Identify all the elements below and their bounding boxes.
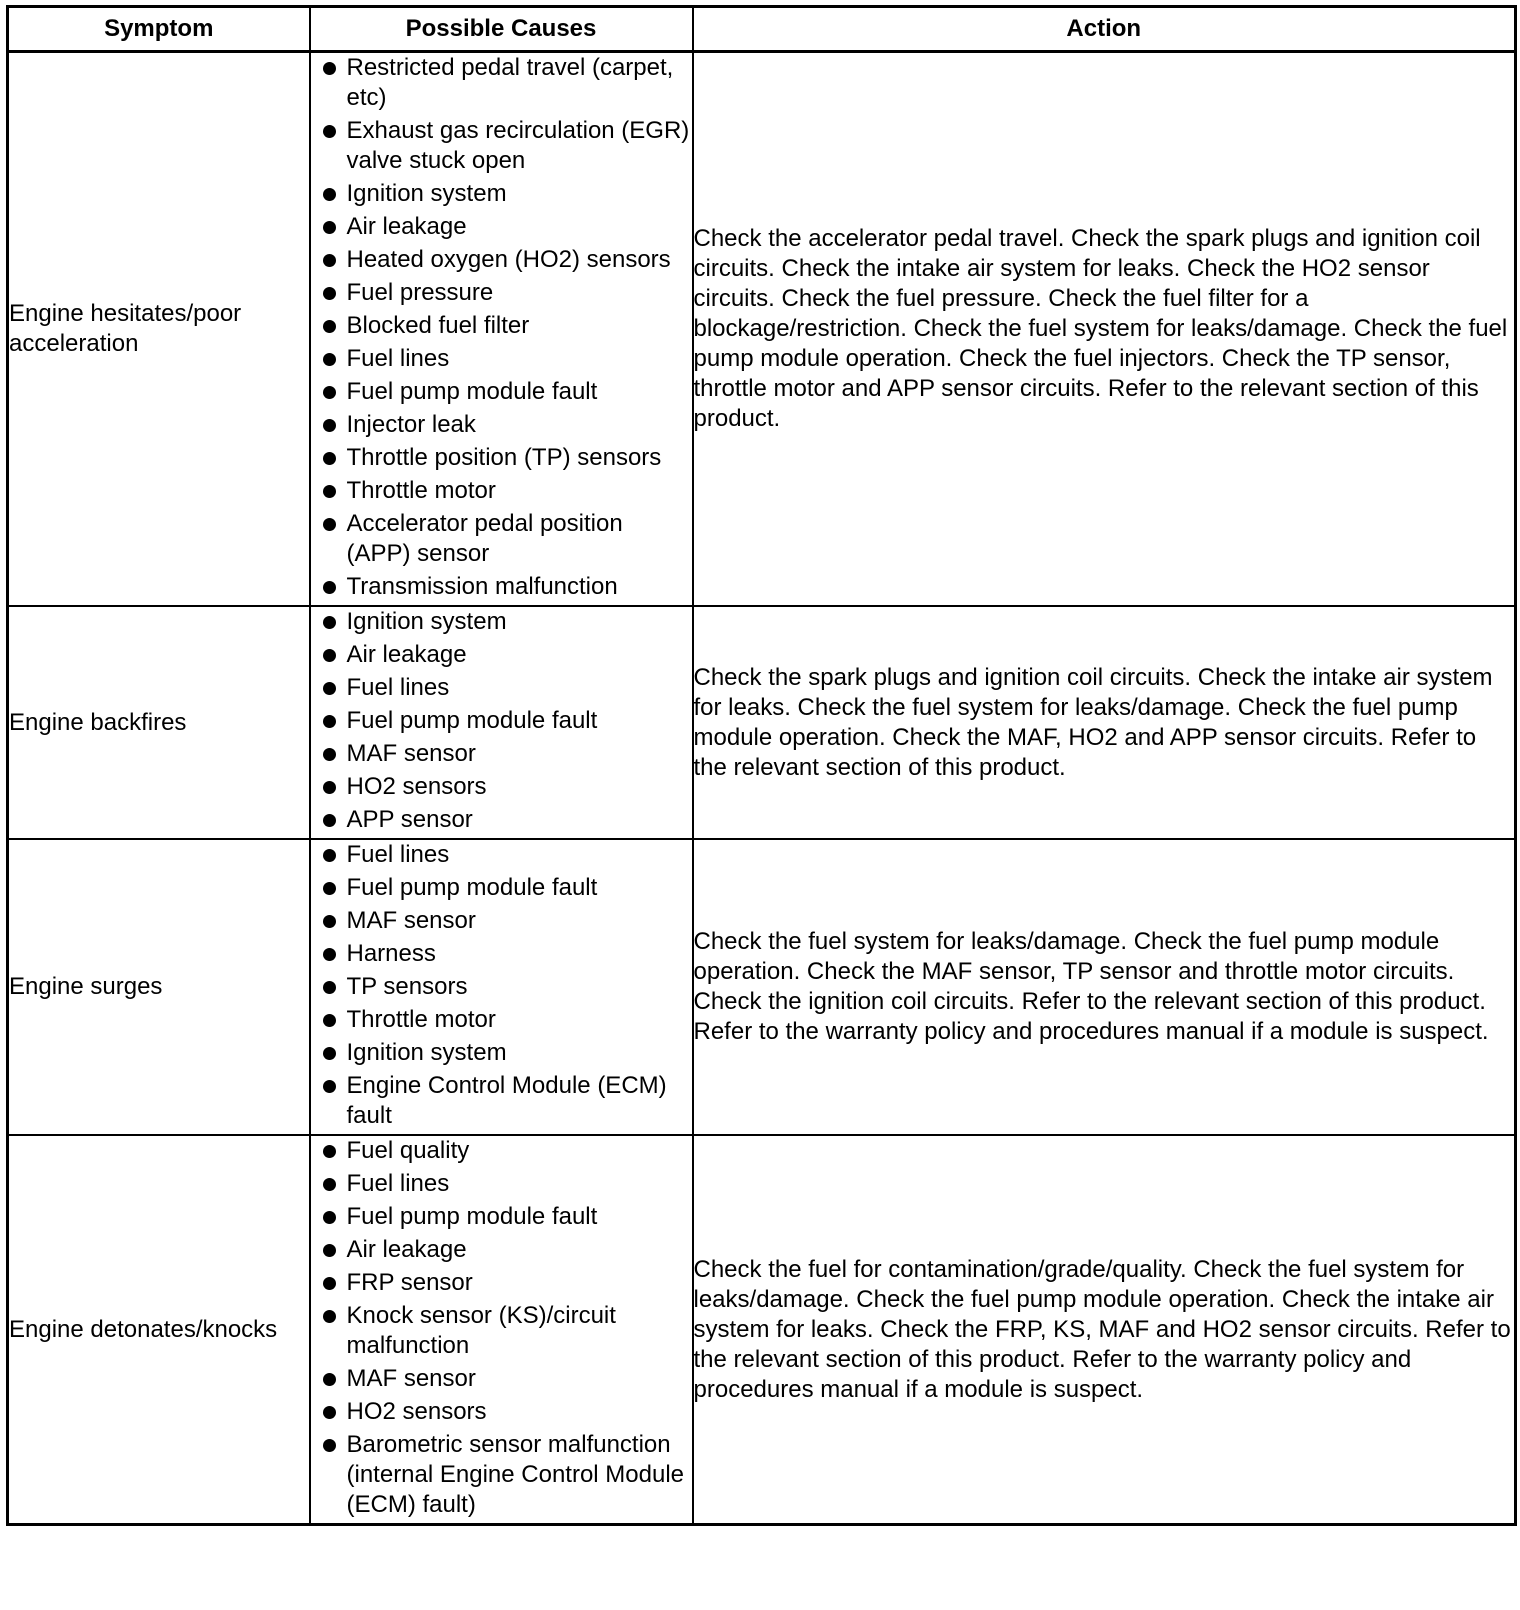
table-row xyxy=(8,839,1516,1135)
cause-text: Exhaust gas recirculation (EGR) valve stuck open xyxy=(346,117,690,174)
cause-list-item xyxy=(311,1202,692,1232)
action-cell: Check the spark plugs and ignition coil circuits. Check the intake air system for leaks. Check the fuel system for leaks/damage. Check the fuel pump module operation. Check the MAF, HO2 and APP sensor circuits. Refer to the relevant section of this product. xyxy=(693,606,1516,839)
cause-list-item xyxy=(311,873,692,903)
cause-text: Air leakage xyxy=(346,213,467,240)
table-row xyxy=(8,1135,1516,1525)
cause-list-item xyxy=(311,377,692,407)
symptom-cell: Engine hesitates/poor acceleration xyxy=(8,52,310,607)
cause-list-item xyxy=(311,344,692,374)
bullet-icon xyxy=(323,254,336,267)
cause-text: Fuel quality xyxy=(346,1137,470,1164)
cause-text: Blocked fuel filter xyxy=(346,312,530,339)
cause-text: Fuel pressure xyxy=(346,279,494,306)
cause-text: Fuel pump module fault xyxy=(346,707,598,734)
cause-list-item xyxy=(311,1364,692,1394)
cause-text: Ignition system xyxy=(346,1039,507,1066)
cause-list-item xyxy=(311,1136,692,1166)
cause-text: FRP sensor xyxy=(346,1269,473,1296)
cause-list-item xyxy=(311,972,692,1002)
bullet-icon xyxy=(323,781,336,794)
cause-list-item xyxy=(311,53,692,113)
symptom-cell: Engine surges xyxy=(8,839,310,1135)
cause-list-item xyxy=(311,572,692,602)
bullet-icon xyxy=(323,682,336,695)
causes-list xyxy=(311,1136,692,1520)
bullet-icon xyxy=(323,125,336,138)
cause-text: Fuel lines xyxy=(346,1170,450,1197)
diagnostic-table-container xyxy=(6,5,1514,1526)
cause-list-item xyxy=(311,939,692,969)
bullet-icon xyxy=(323,849,336,862)
cause-list-item xyxy=(311,673,692,703)
bullet-icon xyxy=(323,1310,336,1323)
bullet-icon xyxy=(323,1014,336,1027)
bullet-icon xyxy=(323,616,336,629)
cause-text: Fuel lines xyxy=(346,841,450,868)
cause-list-item xyxy=(311,607,692,637)
bullet-icon xyxy=(323,353,336,366)
cause-text: Harness xyxy=(346,940,436,967)
possible-causes-cell xyxy=(310,52,693,607)
possible-causes-cell xyxy=(310,606,693,839)
bullet-icon xyxy=(323,882,336,895)
cause-list-item xyxy=(311,410,692,440)
cause-list-item xyxy=(311,179,692,209)
bullet-icon xyxy=(323,581,336,594)
cause-text: Air leakage xyxy=(346,1236,467,1263)
cause-list-item xyxy=(311,640,692,670)
cause-list-item xyxy=(311,772,692,802)
bullet-icon xyxy=(323,452,336,465)
bullet-icon xyxy=(323,386,336,399)
bullet-icon xyxy=(323,915,336,928)
cause-list-item xyxy=(311,1430,692,1520)
bullet-icon xyxy=(323,485,336,498)
cause-text: Fuel pump module fault xyxy=(346,1203,598,1230)
action-cell: Check the fuel for contamination/grade/quality. Check the fuel system for leaks/damage. Check the fuel pump module operation. Check the intake air system for leaks. Check the FRP, KS, MAF and HO2 sensor circuits. Refer to the relevant section of this product. Refer to the warranty policy and procedures manual if a module is suspect. xyxy=(693,1135,1516,1525)
cause-list-item xyxy=(311,1301,692,1361)
bullet-icon xyxy=(323,948,336,961)
cause-list-item xyxy=(311,739,692,769)
bullet-icon xyxy=(323,649,336,662)
cause-list-item xyxy=(311,1268,692,1298)
cause-list-item xyxy=(311,278,692,308)
cause-list-item xyxy=(311,1005,692,1035)
header-action: Action xyxy=(693,7,1516,52)
cause-text: HO2 sensors xyxy=(346,773,487,800)
cause-text: Throttle motor xyxy=(346,1006,496,1033)
bullet-icon xyxy=(323,1145,336,1158)
cause-list-item xyxy=(311,476,692,506)
cause-list-item xyxy=(311,805,692,835)
table-row xyxy=(8,606,1516,839)
bullet-icon xyxy=(323,715,336,728)
bullet-icon xyxy=(323,320,336,333)
bullet-icon xyxy=(323,1373,336,1386)
cause-text: Fuel lines xyxy=(346,345,450,372)
cause-list-item xyxy=(311,212,692,242)
bullet-icon xyxy=(323,1406,336,1419)
table-row xyxy=(8,52,1516,607)
bullet-icon xyxy=(323,1439,336,1452)
bullet-icon xyxy=(323,1047,336,1060)
header-symptom: Symptom xyxy=(8,7,310,52)
cause-text: Engine Control Module (ECM) fault xyxy=(346,1072,667,1129)
cause-text: Air leakage xyxy=(346,641,467,668)
cause-list-item xyxy=(311,1038,692,1068)
table-body xyxy=(8,52,1516,1525)
cause-text: Ignition system xyxy=(346,608,507,635)
cause-list-item xyxy=(311,1071,692,1131)
action-cell: Check the fuel system for leaks/damage. Check the fuel pump module operation. Check the MAF sensor, TP sensor and throttle motor circuits. Check the ignition coil circuits. Refer to the relevant section of this product. Refer to the warranty policy and procedures manual if a module is suspect. xyxy=(693,839,1516,1135)
bullet-icon xyxy=(323,419,336,432)
symptom-diagnosis-table xyxy=(6,5,1517,1526)
symptom-cell: Engine detonates/knocks xyxy=(8,1135,310,1525)
cause-list-item xyxy=(311,509,692,569)
cause-text: Barometric sensor malfunction (internal Engine Control Module (ECM) fault) xyxy=(346,1431,685,1518)
cause-text: TP sensors xyxy=(346,973,468,1000)
cause-text: Throttle position (TP) sensors xyxy=(346,444,662,471)
bullet-icon xyxy=(323,748,336,761)
bullet-icon xyxy=(323,814,336,827)
cause-text: MAF sensor xyxy=(346,1365,476,1392)
cause-list-item xyxy=(311,706,692,736)
cause-text: HO2 sensors xyxy=(346,1398,487,1425)
cause-text: Throttle motor xyxy=(346,477,496,504)
cause-text: Fuel pump module fault xyxy=(346,378,598,405)
header-possible-causes: Possible Causes xyxy=(310,7,693,52)
bullet-icon xyxy=(323,62,336,75)
cause-list-item xyxy=(311,1235,692,1265)
bullet-icon xyxy=(323,188,336,201)
cause-text: Transmission malfunction xyxy=(346,573,618,600)
cause-text: APP sensor xyxy=(346,806,473,833)
cause-text: Accelerator pedal position (APP) sensor xyxy=(346,510,623,567)
bullet-icon xyxy=(323,1211,336,1224)
cause-list-item xyxy=(311,840,692,870)
bullet-icon xyxy=(323,1244,336,1257)
cause-list-item xyxy=(311,245,692,275)
bullet-icon xyxy=(323,287,336,300)
cause-text: Heated oxygen (HO2) sensors xyxy=(346,246,671,273)
possible-causes-cell xyxy=(310,1135,693,1525)
action-cell: Check the accelerator pedal travel. Check the spark plugs and ignition coil circuits. Check the intake air system for leaks. Check the HO2 sensor circuits. Check the fuel pressure. Check the fuel filter for a blockage/restriction. Check the fuel system for leaks/damage. Check the fuel pump module operation. Check the fuel injectors. Check the TP sensor, throttle motor and APP sensor circuits. Refer to the relevant section of this product. xyxy=(693,52,1516,607)
cause-list-item xyxy=(311,116,692,176)
cause-text: MAF sensor xyxy=(346,740,476,767)
causes-list xyxy=(311,840,692,1131)
bullet-icon xyxy=(323,1178,336,1191)
symptom-cell: Engine backfires xyxy=(8,606,310,839)
bullet-icon xyxy=(323,221,336,234)
cause-list-item xyxy=(311,443,692,473)
cause-text: MAF sensor xyxy=(346,907,476,934)
bullet-icon xyxy=(323,518,336,531)
cause-text: Injector leak xyxy=(346,411,476,438)
cause-text: Restricted pedal travel (carpet, etc) xyxy=(346,54,674,111)
bullet-icon xyxy=(323,981,336,994)
causes-list xyxy=(311,53,692,602)
possible-causes-cell xyxy=(310,839,693,1135)
cause-list-item xyxy=(311,1169,692,1199)
cause-list-item xyxy=(311,311,692,341)
bullet-icon xyxy=(323,1277,336,1290)
cause-text: Ignition system xyxy=(346,180,507,207)
cause-list-item xyxy=(311,1397,692,1427)
cause-text: Knock sensor (KS)/circuit malfunction xyxy=(346,1302,616,1359)
table-header-row xyxy=(8,7,1516,52)
cause-text: Fuel lines xyxy=(346,674,450,701)
causes-list xyxy=(311,607,692,835)
cause-text: Fuel pump module fault xyxy=(346,874,598,901)
bullet-icon xyxy=(323,1080,336,1093)
cause-list-item xyxy=(311,906,692,936)
